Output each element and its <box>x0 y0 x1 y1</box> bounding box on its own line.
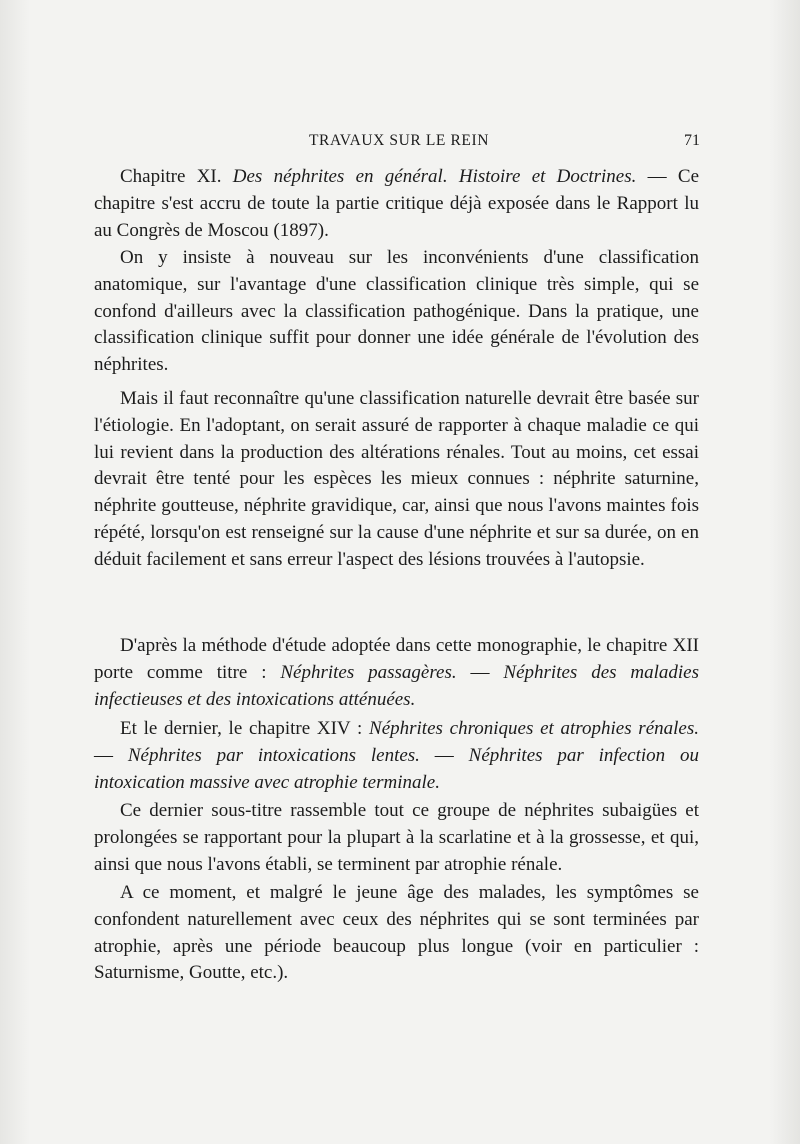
chapitre-xiv-dash-2: — <box>419 744 469 766</box>
classification-text: On y insiste à nouveau sur les inconvénients d'une classification anatomique, sur l'avantage d'une classification clinique très simple, qui se confond d'ailleurs avec la classification pathogénique. Dans la pratique, une classification clinique suffit pour donner une idée générale de l'évolution des néphrites. <box>94 247 699 376</box>
paragraph-etiologie <box>94 386 699 574</box>
chapitre-xiv-italic-3: Néphrites par infection ou intoxication massive avec atrophie terminale. <box>94 744 699 793</box>
paragraph-symptomes <box>94 880 699 987</box>
etiologie-text: Mais il faut reconnaître qu'une classification naturelle devrait être basée sur l'étiologie. En l'adoptant, on serait assuré de rapporter à chaque maladie ce qui lui revient dans la production des altérations rénales. Tout au moins, cet essai devrait être tenté pour les espèces les mieux connues : néphrite saturnine, néphrite goutteuse, néphrite gravidique, car, ainsi que nous l'avons maintes fois répété, lorsqu'on est renseigné sur la cause d'une néphrite et sur sa durée, on en déduit facilement et sans erreur l'aspect des lésions trouvées à l'autopsie. <box>94 388 699 570</box>
chapter-xi-text: — Ce chapitre s'est accru de toute la partie critique déjà exposée dans le Rapport lu au Congrès de Moscou (1897). <box>94 166 700 241</box>
chapter-xi-lead: Chapitre XI. <box>120 166 222 187</box>
running-title: TRAVAUX SUR LE REIN <box>308 132 490 149</box>
chapitre-xii-text: D'après la méthode d'étude adoptée dans cette monographie, le chapitre XII porte comme titre : <box>94 635 699 683</box>
page-number: 71 <box>684 132 700 149</box>
chapitre-xii-italic-2: Néphrites des maladies infectieuses et des intoxications atténuées. <box>94 661 700 710</box>
symptomes-text: A ce moment, et malgré le jeune âge des malades, les symptômes se confondent naturellement avec ceux des néphrites qui se sont terminées par atrophie, après une période beaucoup plus longue (voir en particulier : Saturnisme, Goutte, etc.). <box>94 882 699 984</box>
paragraph-sous-titre <box>94 798 699 878</box>
paragraph-classification <box>94 245 699 379</box>
chapitre-xii-italic-1: Néphrites passagères. <box>280 661 457 683</box>
chapitre-xiv-dash-1: — <box>94 744 128 766</box>
chapitre-xiv-text: Et le dernier, le chapitre XIV : <box>120 718 370 739</box>
chapitre-xiv-italic-2: Néphrites par intoxications lentes. <box>127 744 420 766</box>
chapitre-xii-dash: — <box>456 661 504 683</box>
chapter-xi-title: Des néphrites en général. Histoire et Doctrines. <box>232 166 637 187</box>
running-head <box>98 132 700 154</box>
sous-titre-text: Ce dernier sous-titre rassemble tout ce groupe de néphrites subaigües et prolongées se rapportant pour la plupart à la scarlatine et à la grossesse, et qui, ainsi que nous l'avons établi, se terminent par atrophie rénale. <box>94 800 699 875</box>
paragraph-chapitre-xii <box>94 633 699 713</box>
paragraph-chapitre-xiv <box>94 716 699 796</box>
paragraph-chapter-xi <box>94 164 699 244</box>
chapitre-xiv-italic-1: Néphrites chroniques et atrophies rénales. <box>369 718 699 739</box>
